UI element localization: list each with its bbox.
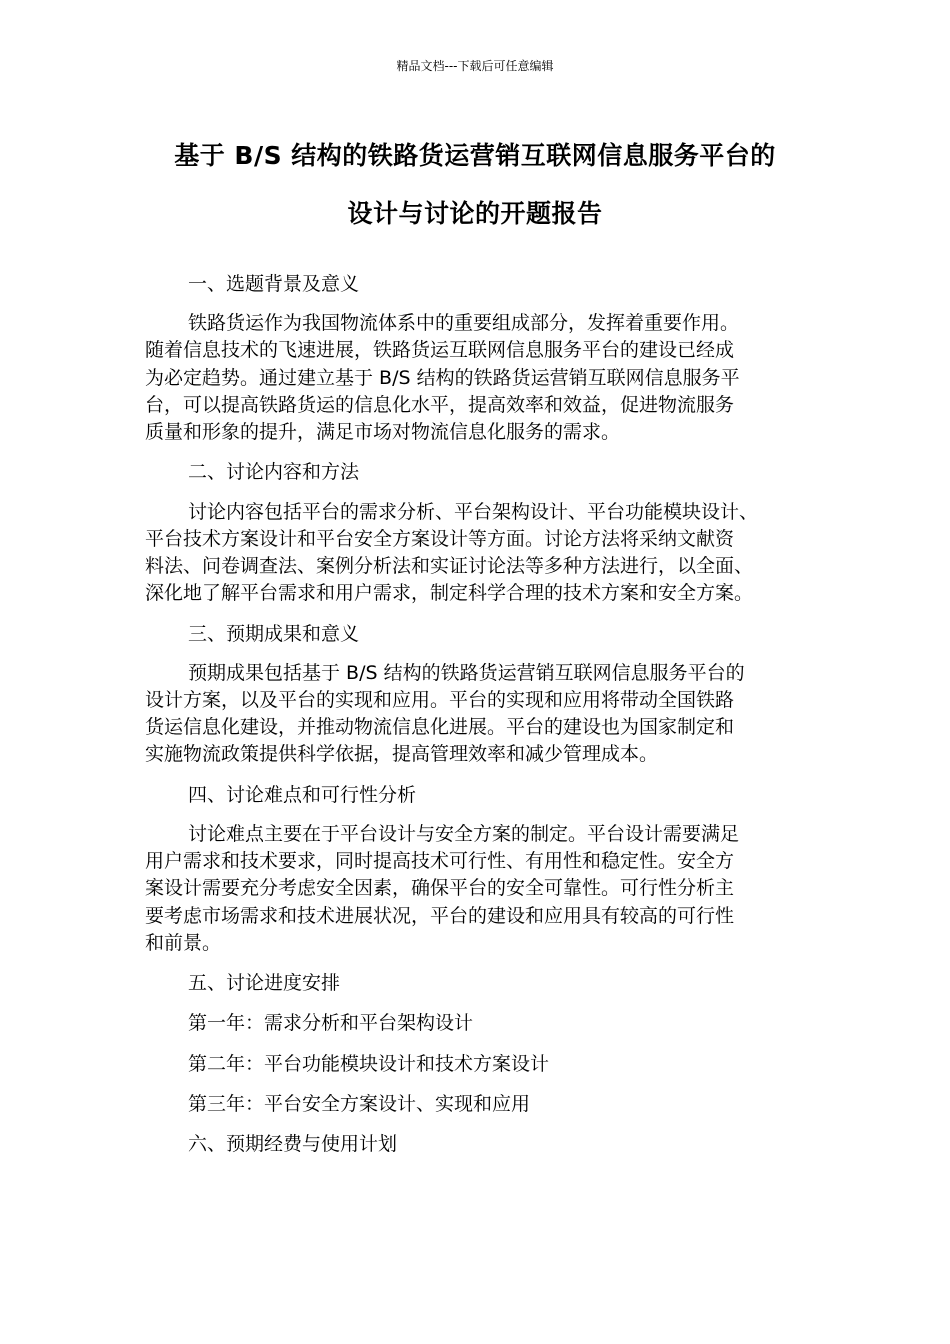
section-heading-content-methods: 二、讨论内容和方法: [188, 461, 360, 484]
document-body: [145, 270, 805, 1170]
paragraph-line: 要考虑市场需求和技术进展状况，平台的建设和应用具有较高的可行性: [145, 904, 735, 927]
section-heading-schedule: 五、讨论进度安排: [188, 972, 341, 995]
paragraph-line: 讨论难点主要在于平台设计与安全方案的制定。平台设计需要满足: [188, 822, 740, 845]
section-heading-background: 一、选题背景及意义: [188, 273, 360, 295]
paragraph-expected-results: [145, 660, 805, 769]
paragraph-line: 随着信息技术的飞速进展，铁路货运互联网信息服务平台的建设已经成: [145, 339, 735, 362]
paragraph-line: 货运信息化建设，并推动物流信息化进展。平台的建设也为国家制定和: [145, 716, 735, 739]
paragraph-line: 料法、问卷调查法、案例分析法和实证讨论法等多种方法进行，以全面、: [145, 554, 754, 577]
schedule-item-year-3: 第三年：平台安全方案设计、实现和应用: [188, 1092, 531, 1115]
paragraph-background: [145, 310, 805, 446]
paragraph-line: 用户需求和技术要求，同时提高技术可行性、有用性和稳定性。安全方: [145, 850, 735, 873]
paragraph-line: 平台技术方案设计和平台安全方案设计等方面。讨论方法将采纳文献资: [145, 527, 735, 550]
paragraph-content-methods: [145, 499, 805, 608]
paragraph-line: 为必定趋势。通过建立基于 B/S 结构的铁路货运营销互联网信息服务平: [145, 366, 740, 389]
paragraph-line: 实施物流政策提供科学依据，提高管理效率和减少管理成本。: [145, 743, 659, 766]
section-heading-difficulties: 四、讨论难点和可行性分析: [188, 783, 417, 806]
paragraph-line: 台，可以提高铁路货运的信息化水平，提高效率和效益，促进物流服务: [145, 393, 735, 416]
paragraph-line: 深化地了解平台需求和用户需求，制定科学合理的技术方案和安全方案。: [145, 582, 754, 605]
paragraph-line: 质量和形象的提升，满足市场对物流信息化服务的需求。: [145, 421, 621, 443]
schedule-item-year-1: 第一年：需求分析和平台架构设计: [188, 1012, 474, 1035]
paragraph-line: 铁路货运作为我国物流体系中的重要组成部分，发挥着重要作用。: [188, 312, 740, 335]
paragraph-line: 讨论内容包括平台的需求分析、平台架构设计、平台功能模块设计、: [188, 500, 759, 523]
document-title-line-1: 基于 B/S 结构的铁路货运营销互联网信息服务平台的: [174, 141, 776, 170]
paragraph-line: 和前景。: [145, 931, 222, 954]
section-heading-expected-results: 三、预期成果和意义: [188, 622, 360, 645]
paragraph-line: 预期成果包括基于 B/S 结构的铁路货运营销互联网信息服务平台的: [188, 661, 745, 684]
page-header: 精品文档---下载后可任意编辑: [396, 59, 554, 73]
document-title-line-2: 设计与讨论的开题报告: [347, 199, 603, 228]
section-heading-budget: 六、预期经费与使用计划: [188, 1132, 398, 1155]
schedule-item-year-2: 第二年：平台功能模块设计和技术方案设计: [188, 1052, 550, 1075]
paragraph-line: 案设计需要充分考虑安全因素，确保平台的安全可靠性。可行性分析主: [145, 877, 735, 900]
paragraph-line: 设计方案，以及平台的实现和应用。平台的实现和应用将带动全国铁路: [145, 688, 735, 711]
paragraph-difficulties: [145, 821, 805, 957]
